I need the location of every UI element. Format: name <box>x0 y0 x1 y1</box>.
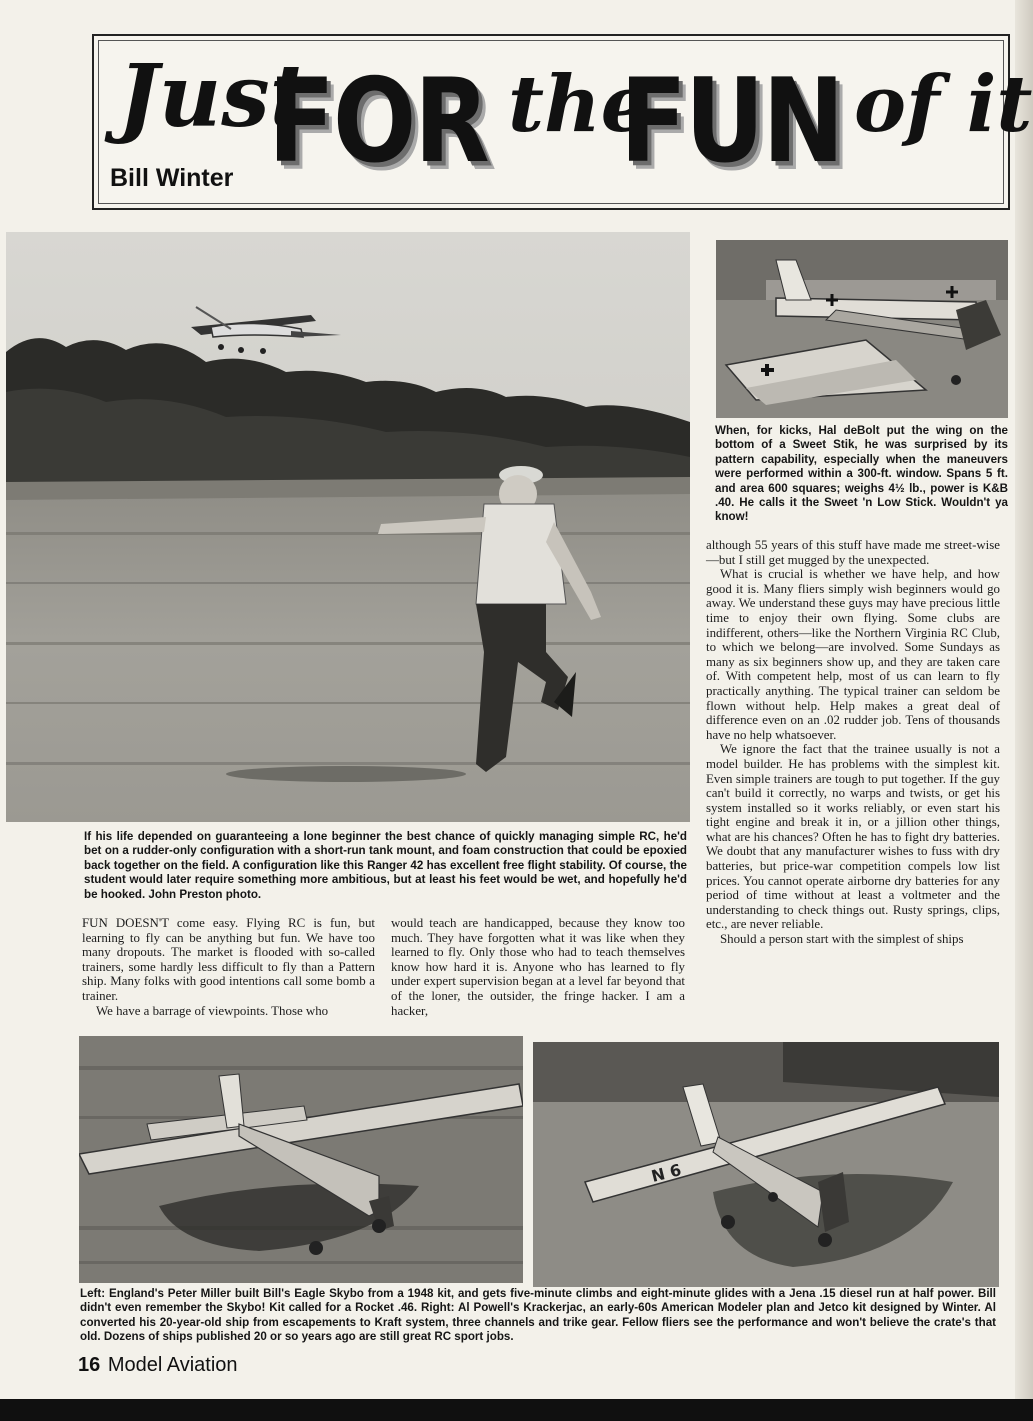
article-paragraph: Should a person start with the simplest of ships <box>720 932 964 947</box>
article-column-3 <box>706 538 1000 947</box>
krackerjac-image <box>533 1042 999 1287</box>
caption-main-photo: If his life depended on guaranteeing a lone beginner the best chance of quickly managing simple RC, he'd bet on a rudder-only configuration with a short-run tank mount, and foam construction that could be epoxied back together on the field. A configuration like this Ranger 42 has excellent free flight stability. Of course, the student would later require something more ambitious, but at least his feet would be wet, and hopefully he'd be hooked. John Preston photo. <box>84 830 687 901</box>
article-paragraph: What is crucial is whether we have help, and how good it is. Many fliers simply wish beginners would go away. We understand these guys may have precious little time to enjoy their own flying. Some clubs are indifferent, others—like the Northern Virginia RC Club, to which we belong—are involved. Some Sundays as many as six beginners show up, and they are taken care of. With competent help, most of us can learn to fly practically anything. The typical trainer can seldom be flown without help. Help makes a great deal of difference even on an .02 rudder job. Tens of thousands have no help whatsoever. <box>706 567 1000 742</box>
main-photo-image <box>6 232 690 822</box>
eagle-skybo-photo <box>79 1036 523 1283</box>
title-word-fun: FUN <box>620 54 843 190</box>
article-paragraph: We ignore the fact that the trainee usually is not a model builder. He has problems with the simplest kit. Even simple trainers are tough to put together. If the guy can't build it correctly, no warps and twists, or get his system installed so it works reliably, or even start his tight engine and break it in, or a jillion other things, what are his chances? Often he has to fight dry batteries. We doubt that any manufacturer wishes to fuss with dry batteries, but price-war competition compels low list prices. You cannot operate airborne dry batteries for any period of time without at least a voltmeter and the understanding to check things out. Rusty springs, clips, etc., are never reliable. <box>706 742 1000 932</box>
title-word-the: the <box>508 59 651 150</box>
page-footer <box>78 1354 238 1377</box>
article-paragraph: FUN DOESN'T come easy. Flying RC is fun, but learning to fly can be anything but fun. We have too many dropouts. The market is flooded with so-called trainers, some hardly less difficult to fly than a Pattern ship. Many folks with good intentions call some bomb a trainer. <box>82 916 375 1003</box>
title-banner <box>92 34 1033 210</box>
sweet-n-low-stick-photo <box>716 240 1008 418</box>
caption-sweet-n-low-stick: When, for kicks, Hal deBolt put the wing on the bottom of a Sweet Stik, he was surprised by its pattern capability, especially when the maneuvers were performed within a 300-ft. window. Spans 5 ft. and area 600 squares; weighs 4½ lb., power is K&B .40. He calls it the Sweet 'n Low Stick. Wouldn't ya know! <box>715 424 1008 524</box>
krackerjac-photo <box>533 1042 999 1287</box>
article-paragraph: We have a barrage of viewpoints. Those who <box>96 1003 329 1018</box>
page-number: 16 <box>78 1354 101 1376</box>
article-column-1 <box>82 916 375 1018</box>
wing-registration-text: N 6 <box>649 1160 684 1186</box>
byline: Bill Winter <box>110 164 234 192</box>
caption-bottom-photos: Left: England's Peter Miller built Bill's Eagle Skybo from a 1948 kit, and gets five-minute climbs and eight-minute glides with a Jena .15 diesel run at half power. Bill didn't even remember the Skybo! Kit called for a Rocket .46. Right: Al Powell's Krackerjac, an early-60s American Modeler plan and Jetco kit designed by Winter. Al converted his 20-year-old ship from escapements to Kraft system, three channels and trike gear. Fellow fliers see the performance and won't believe the crate's that old. Dozens of ships published 20 or so years ago are still great RC sport jobs. <box>80 1287 996 1344</box>
title-word-of-it: of it <box>854 59 1033 150</box>
page-bottom-edge <box>0 1399 1033 1421</box>
article-column-2 <box>391 916 685 1018</box>
sweet-stick-image <box>716 240 1008 418</box>
magazine-name: Model Aviation <box>107 1354 238 1376</box>
article-paragraph: although 55 years of this stuff have made me street-wise—but I still get mugged by the unexpected. <box>706 538 1000 567</box>
title-word-just: Just <box>118 46 310 147</box>
article-paragraph: would teach are handicapped, because they know too much. They have forgotten what it was like when they learned to fly. Only those who had to teach themselves know how hard it is. Anyone who has learned to fly under expert supervision began at a level far beyond that of the loner, the outsider, the fringe hacker. I am a hacker, <box>391 916 685 1018</box>
main-photo-hand-launch <box>6 232 690 822</box>
title-word-for: FOR <box>268 54 488 190</box>
page-edge <box>1015 0 1033 1421</box>
eagle-skybo-image <box>79 1036 523 1283</box>
